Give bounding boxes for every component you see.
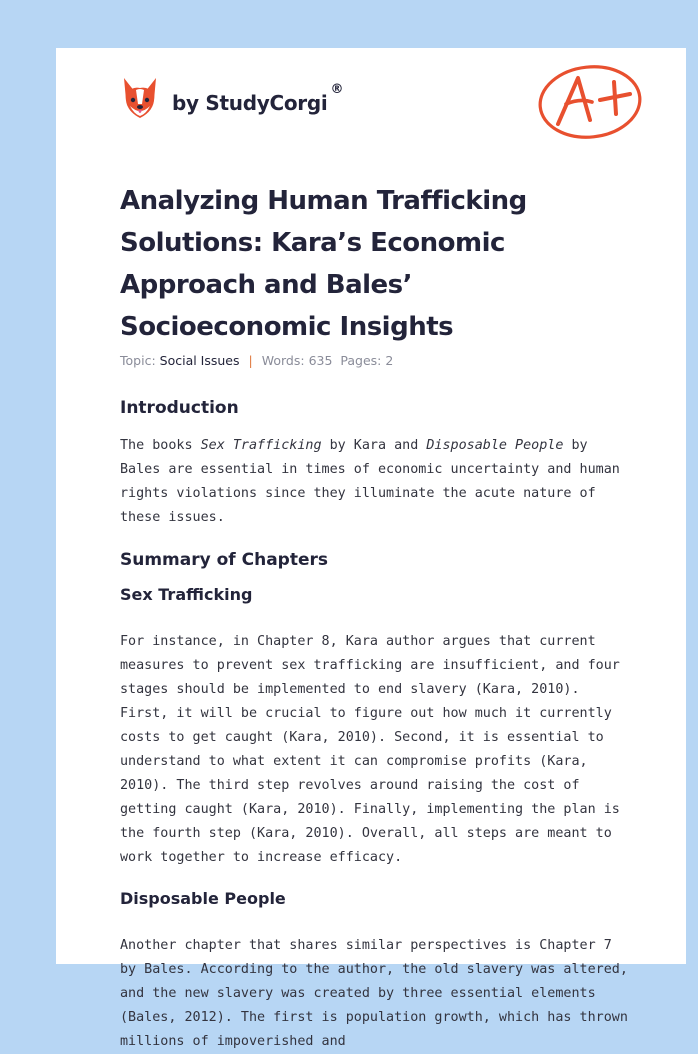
pages-count: 2 xyxy=(385,353,394,368)
pages-label: Pages: xyxy=(340,353,382,368)
header xyxy=(120,74,646,154)
intro-book-title-1: Sex Trafficking xyxy=(200,438,322,453)
meta-separator: | xyxy=(248,353,253,368)
corgi-icon xyxy=(120,76,160,120)
document-body xyxy=(120,394,634,1054)
page-title: Analyzing Human Trafficking Solutions: Kara’s Economic Approach and Bales’ Socioeconomic Insights xyxy=(120,186,527,342)
summary-heading: Summary of Chapters xyxy=(120,550,329,570)
intro-text-2: by Kara and xyxy=(321,438,427,453)
disposable-people-paragraph: Another chapter that shares similar perspectives is Chapter 7 by Bales. According to the author, the old slavery was altered, and the new slavery was created by three essential elements (Bales, 2012). The first is population growth, which has thrown millions of impoverished and xyxy=(120,938,628,1049)
words-label: Words: xyxy=(261,353,305,368)
document-meta xyxy=(120,353,393,368)
document-page xyxy=(56,48,686,1049)
intro-heading: Introduction xyxy=(120,398,239,418)
intro-paragraph xyxy=(120,434,634,530)
a-plus-grade-icon xyxy=(536,60,646,142)
studycorgi-logo[interactable] xyxy=(120,76,343,120)
words-count: 635 xyxy=(308,353,333,368)
intro-text-3: by Bales are essential in times of economic uncertainty and human rights violations since they illuminate the acute nature of these issues. xyxy=(120,438,620,525)
registered-mark: ® xyxy=(330,81,344,97)
sex-trafficking-paragraph: For instance, in Chapter 8, Kara author argues that current measures to prevent sex trafficking are insufficient, and four stages should be implemented to end slavery (Kara, 2010). First, it will be crucial to figure out how much it currently costs to get caught (Kara, 2010). Second, it is essential to understand to what extent it can compromise profits (Kara, 2010). The third step revolves around raising the cost of getting caught (Kara, 2010). Finally, implementing the plan is the fourth step (Kara, 2010). Overall, all steps are meant to work together to increase efficacy. xyxy=(120,634,620,865)
intro-book-title-2: Disposable People xyxy=(426,438,564,453)
sex-trafficking-heading: Sex Trafficking xyxy=(120,585,253,604)
topic-link[interactable]: Social Issues xyxy=(159,353,240,368)
intro-text-1: The books xyxy=(120,438,201,453)
topic-label: Topic: xyxy=(120,353,156,368)
brand-name: by StudyCorgi xyxy=(172,91,328,115)
disposable-people-heading: Disposable People xyxy=(120,889,286,908)
grade-badge xyxy=(536,60,646,146)
